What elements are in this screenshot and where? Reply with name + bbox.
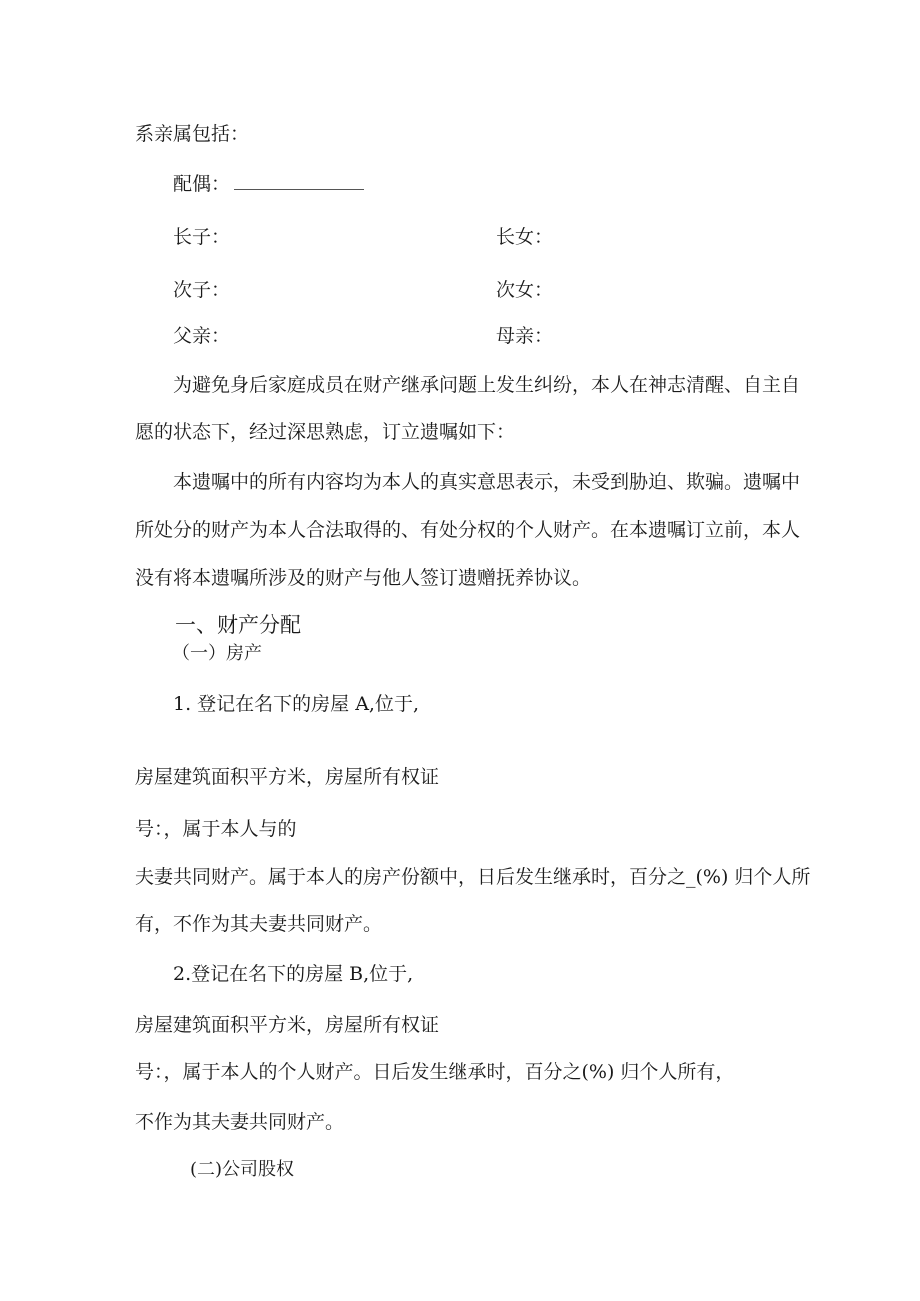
section1-title: 一、财产分配 [175, 613, 301, 637]
spouse-blank-line [234, 189, 364, 190]
paragraph2-line3: 没有将本遗嘱所涉及的财产与他人签订遗赠抚养协议。 [135, 567, 592, 589]
house-b-line4: 不作为其夫妻共同财产。 [135, 1111, 345, 1133]
paragraph2-line1: 本遗嘱中的所有内容均为本人的真实意思表示，未受到胁迫、欺骗。遗嘱中 [173, 471, 801, 493]
eldest-daughter-label: 长女： [496, 226, 554, 248]
eldest-son-label: 长子： [173, 226, 231, 248]
second-daughter-label: 次女： [496, 279, 554, 301]
house-a-line3: 号：，属于本人与的 [135, 818, 297, 840]
house-a-line4: 夫妻共同财产。属于本人的房产份额中，日后发生继承时，百分之_(%) 归个人所 [135, 866, 811, 888]
section1-sub2-title: (二)公司股权 [190, 1159, 295, 1180]
paragraph2-line2: 所处分的财产为本人合法取得的、有处分权的个人财产。在本遗嘱订立前，本人 [135, 519, 801, 541]
section1-sub1-title: （一）房产 [172, 643, 262, 664]
second-son-label: 次子： [173, 279, 231, 301]
paragraph1-line2: 愿的状态下，经过深思熟虑，订立遗嘱如下： [135, 421, 516, 443]
relatives-intro: 系亲属包括： [135, 123, 250, 145]
house-a-line2: 房屋建筑面积平方米，房屋所有权证 [135, 766, 440, 788]
house-b-line1: 2.登记在名下的房屋 B,位于, [173, 963, 414, 985]
mother-label: 母亲： [496, 325, 554, 347]
house-b-line2: 房屋建筑面积平方米，房屋所有权证 [135, 1014, 440, 1036]
father-label: 父亲： [173, 325, 231, 347]
house-b-line3: 号：，属于本人的个人财产。日后发生继承时，百分之(%) 归个人所有， [135, 1061, 735, 1083]
spouse-label: 配偶： [173, 173, 231, 195]
paragraph1-line1: 为避免身后家庭成员在财产继承问题上发生纠纷，本人在神志清醒、自主自 [173, 374, 801, 396]
house-a-line5: 有，不作为其夫妻共同财产。 [135, 913, 383, 935]
house-a-line1: 1. 登记在名下的房屋 A,位于, [173, 693, 420, 715]
